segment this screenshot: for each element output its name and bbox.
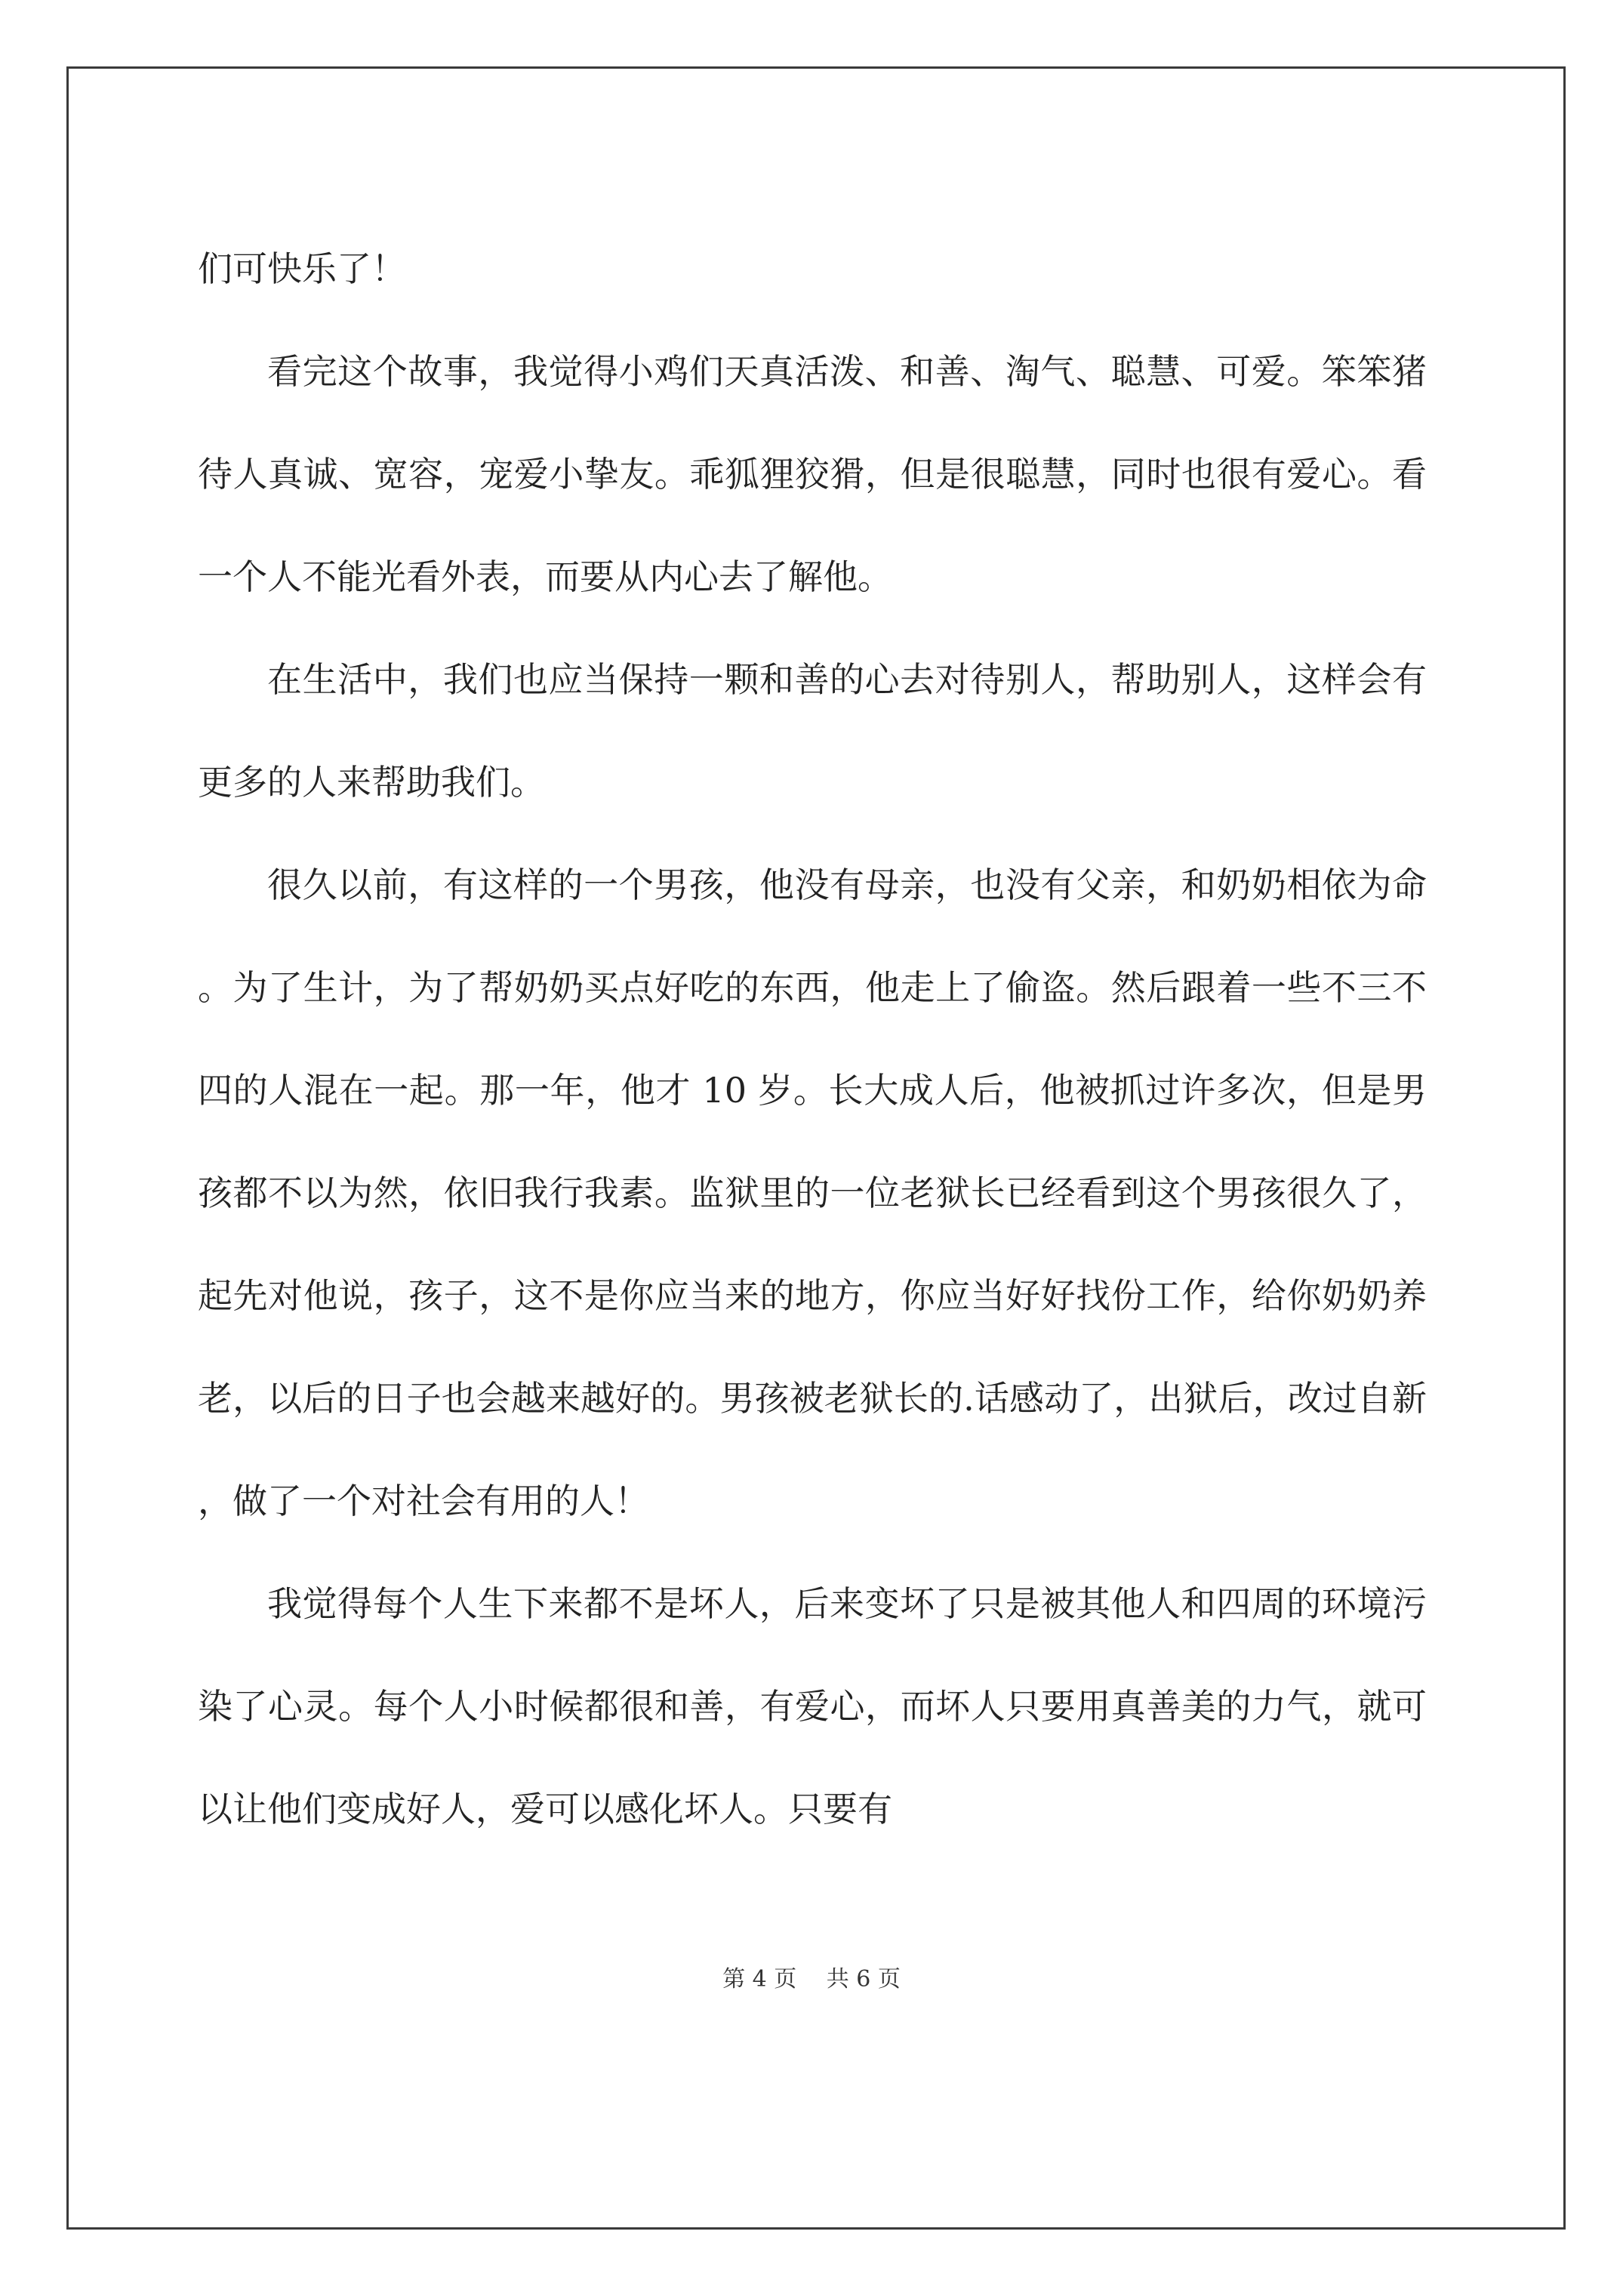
- page-number-footer: 第 4 页 共 6 页: [722, 1966, 901, 1992]
- paragraph: 我觉得每个人生下来都不是坏人，后来变坏了只是被其他人和四周的环境污染了心灵。每个人小时候都很和善，有爱心，而坏人只要用真善美的力气，就可以让他们变成好人，爱可以感化坏人。只要有: [198, 1583, 1427, 1829]
- paragraph-continuation: 们可快乐了！: [198, 248, 406, 289]
- document-body: [198, 217, 1427, 1860]
- paragraph: 看完这个故事，我觉得小鸡们天真活泼、和善、淘气、聪慧、可爱。笨笨猪待人真诚、宽容，宠爱小挚友。乖狐狸狡猾，但是很聪慧，同时也很有爱心。看一个人不能光看外表，而要从内心去了解他。: [198, 351, 1427, 597]
- paragraph: 很久以前，有这样的一个男孩，他没有母亲，也没有父亲，和奶奶相依为命。为了生计，为了帮奶奶买点好吃的东西，他走上了偷盗。然后跟着一些不三不四的人混在一起。那一年，他才 10 岁。长大成人后，他被抓过许多次，但是男孩都不以为然，依旧我行我素。监狱里的一位老狱长已经看到这个男孩很久了，起先对他说，孩子，这不是你应当来的地方，你应当好好找份工作，给你奶奶养老，以后的日子也会越来越好的。男孩被老狱长的.话感动了，出狱后，改过自新，做了一个对社会有用的人！: [198, 864, 1427, 1521]
- paragraph: 在生活中，我们也应当保持一颗和善的心去对待别人，帮助别人，这样会有更多的人来帮助我们。: [198, 659, 1427, 803]
